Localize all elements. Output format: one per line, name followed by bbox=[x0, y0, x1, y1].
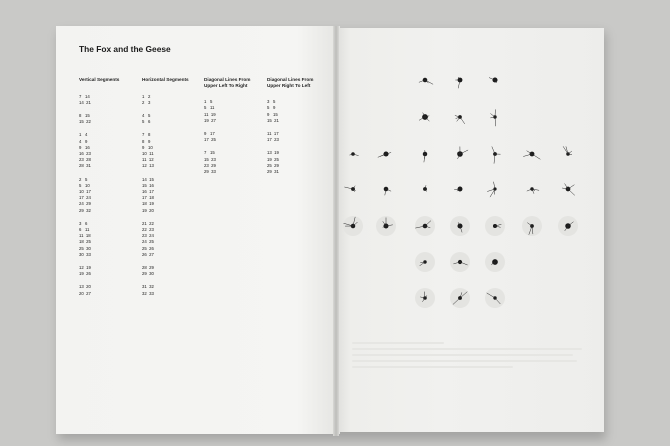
segment-pair: 10 11 bbox=[142, 151, 154, 157]
ink-blot bbox=[419, 78, 433, 85]
ink-blot bbox=[376, 216, 396, 236]
column-heading: Diagonal Lines From Upper Left To Right bbox=[204, 77, 251, 88]
segment-pair: 6 11 bbox=[79, 227, 90, 233]
ink-blot bbox=[492, 147, 501, 164]
segment-pair: 19 20 bbox=[142, 207, 154, 213]
segment-pair: 17 25 bbox=[204, 137, 216, 143]
segment-pair: 23 29 bbox=[204, 162, 216, 168]
segment-pair: 25 29 bbox=[267, 162, 279, 168]
segment-pair: 5 9 bbox=[267, 105, 276, 111]
ink-blot bbox=[485, 252, 505, 272]
segment-pair: 19 26 bbox=[79, 271, 91, 277]
segment-pair: 9 10 bbox=[142, 144, 153, 150]
ink-blot bbox=[423, 185, 427, 191]
segment-pair: 8 9 bbox=[142, 138, 151, 144]
ink-blot bbox=[423, 150, 427, 162]
ink-blot bbox=[489, 77, 498, 83]
ink-blot bbox=[378, 151, 391, 157]
ink-blot bbox=[343, 216, 363, 236]
segment-pair: 11 17 bbox=[267, 131, 279, 136]
segment-pair: 20 27 bbox=[79, 290, 91, 296]
segment-pair: 17 23 bbox=[267, 137, 279, 143]
segment-pair: 3 5 bbox=[267, 99, 276, 105]
ink-blot bbox=[344, 186, 355, 192]
segment-pair: 9 15 bbox=[267, 111, 278, 117]
segment-pair: 1 5 bbox=[204, 99, 213, 105]
segment-pair: 16 23 bbox=[79, 151, 91, 157]
ink-blot bbox=[450, 252, 470, 272]
segment-pair: 17 18 bbox=[142, 195, 154, 201]
ink-blot bbox=[522, 216, 542, 236]
segment-pair: 31 32 bbox=[142, 284, 154, 290]
segment-pair: 24 29 bbox=[79, 201, 91, 207]
segment-pair: 26 27 bbox=[142, 251, 154, 257]
segment-pair: 7 15 bbox=[204, 150, 215, 156]
ink-blot bbox=[454, 187, 462, 192]
segment-pair: 15 22 bbox=[79, 119, 91, 125]
segment-pair: 15 21 bbox=[267, 117, 279, 123]
segment-pair: 15 16 bbox=[142, 182, 154, 188]
ink-blot bbox=[563, 146, 572, 155]
segment-pair: 14 15 bbox=[142, 176, 154, 182]
segment-pair: 5 10 bbox=[79, 182, 90, 188]
ink-blot bbox=[562, 184, 575, 196]
ink-blot bbox=[415, 288, 435, 308]
segment-pair: 21 22 bbox=[142, 220, 154, 226]
segment-pair: 9 17 bbox=[204, 131, 215, 136]
segment-pair: 3 6 bbox=[79, 220, 88, 226]
segment-pair: 29 33 bbox=[204, 169, 216, 175]
segment-pair: 30 33 bbox=[79, 251, 91, 257]
segment-pair: 9 16 bbox=[79, 144, 90, 150]
segment-pair: 24 25 bbox=[142, 239, 154, 245]
segment-pair: 23 24 bbox=[142, 233, 154, 239]
ink-blot bbox=[455, 115, 465, 124]
ink-blot bbox=[384, 187, 391, 196]
segment-pair: 4 5 bbox=[142, 113, 151, 118]
column-heading: Vertical Segments bbox=[79, 77, 120, 82]
ink-blot bbox=[415, 252, 435, 272]
segment-pair: 28 31 bbox=[79, 163, 91, 169]
segment-pair: 13 20 bbox=[79, 284, 91, 290]
ink-blot bbox=[558, 216, 578, 236]
segment-pair: 25 30 bbox=[79, 245, 91, 251]
segment-pair: 19 27 bbox=[204, 117, 216, 123]
segment-pair: 22 23 bbox=[142, 227, 154, 233]
page-title: The Fox and the Geese bbox=[79, 44, 171, 54]
segment-pair: 14 21 bbox=[79, 99, 91, 105]
column-heading: Diagonal Lines From Upper Right To Left bbox=[267, 77, 314, 88]
segment-pair: 19 25 bbox=[267, 156, 279, 162]
segment-pair: 1 4 bbox=[79, 132, 88, 138]
segment-pair: 29 30 bbox=[142, 271, 154, 277]
ink-blot bbox=[485, 216, 505, 236]
ink-blot bbox=[490, 109, 496, 126]
ink-blot bbox=[455, 77, 462, 88]
ink-blot bbox=[415, 216, 435, 236]
segment-pair: 4 9 bbox=[79, 138, 88, 144]
ink-blot bbox=[419, 113, 429, 122]
segment-pair: 12 19 bbox=[79, 265, 91, 271]
segment-pair: 17 24 bbox=[79, 195, 91, 201]
segment-pair: 5 6 bbox=[142, 119, 151, 125]
faint-text-block bbox=[352, 342, 582, 372]
segment-pair: 1 2 bbox=[142, 93, 151, 99]
ink-blot bbox=[350, 152, 359, 156]
segment-pair: 2 5 bbox=[79, 176, 88, 182]
ink-blot bbox=[527, 187, 539, 193]
segment-pair: 12 13 bbox=[142, 163, 154, 169]
segment-pair: 11 12 bbox=[142, 157, 154, 163]
segment-pair: 32 33 bbox=[142, 290, 154, 296]
segment-pair: 29 32 bbox=[79, 207, 91, 213]
segment-pair: 10 17 bbox=[79, 189, 91, 195]
segment-pair: 7 14 bbox=[79, 93, 90, 99]
segment-pair: 18 19 bbox=[142, 201, 154, 207]
ink-blot bbox=[523, 151, 540, 160]
segment-pair: 25 26 bbox=[142, 245, 154, 251]
segment-pair: 15 23 bbox=[204, 156, 216, 162]
segment-pair: 23 28 bbox=[79, 157, 91, 163]
segment-pair: 28 29 bbox=[142, 265, 154, 271]
column-heading: Horizontal Segments bbox=[142, 77, 189, 82]
ink-blot bbox=[487, 182, 496, 197]
segment-pair: 18 25 bbox=[79, 239, 91, 245]
segment-pair: 11 18 bbox=[79, 233, 91, 239]
ink-blot bbox=[450, 288, 470, 308]
segment-pair: 5 11 bbox=[204, 105, 215, 111]
segment-pair: 29 31 bbox=[267, 169, 279, 175]
segment-pair: 8 15 bbox=[79, 113, 90, 118]
ink-blot bbox=[457, 147, 468, 159]
segment-pair: 13 19 bbox=[267, 150, 279, 156]
ink-blot bbox=[450, 216, 470, 236]
segment-pair: 7 8 bbox=[142, 132, 151, 138]
ink-blot bbox=[485, 288, 505, 308]
segment-pair: 16 17 bbox=[142, 189, 154, 195]
segment-pair: 2 3 bbox=[142, 99, 151, 105]
segment-pair: 11 19 bbox=[204, 111, 216, 117]
